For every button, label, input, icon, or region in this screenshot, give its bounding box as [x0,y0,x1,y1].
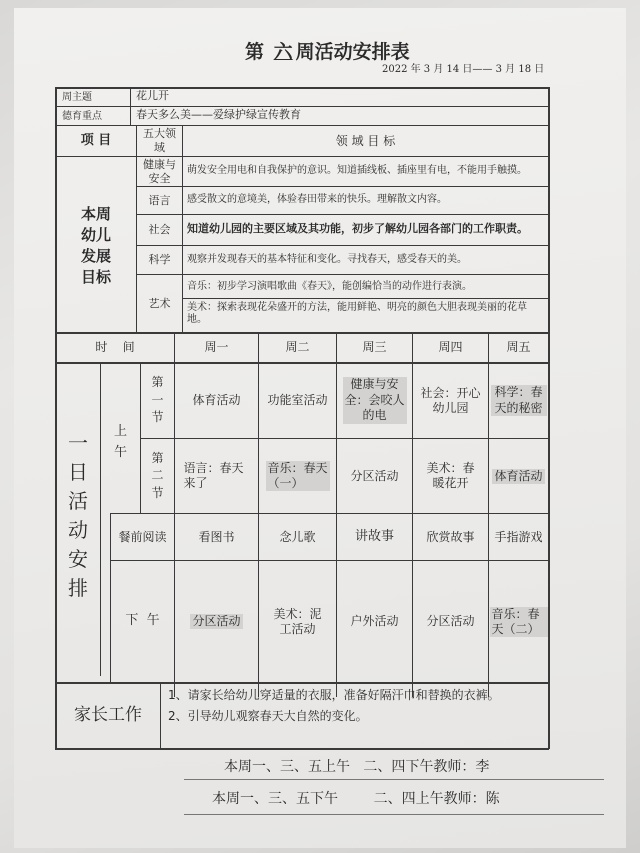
goals-label-1: 本周 [80,204,111,223]
session-2-tuesday-text: 音乐：春天（一） [267,461,328,490]
goal-domain-health: 健康与安全 [143,157,176,185]
session-2-label-c: 节 [151,485,164,500]
morning-label [101,413,140,473]
day-tuesday: 周二 [285,340,310,354]
premeal-monday: 看图书 [198,529,235,544]
afternoon-label: 下 午 [125,613,160,629]
title-prefix: 第 [245,41,265,63]
session-1-wednesday-text: 健康与安全：会咬人的电 [344,377,405,423]
premeal-friday: 手指游戏 [494,529,543,544]
premeal-label-text: 餐前阅读 [118,529,167,544]
goal-text-art-music: 音乐：初步学习演唱歌曲《春天》，能创编恰当的动作进行表演。 [187,281,472,292]
session-1-label [141,363,174,438]
goal-domain-art: 艺术 [148,296,171,310]
time-header-label: 时 间 [95,340,135,354]
teacher-line-2: 本周一、三、五下午 二、四上午教师：陈 [212,791,500,807]
parent-item-2: 2、引导幼儿观察春天大自然的变化。 [168,709,368,723]
daily-schedule-label [56,426,100,606]
day-label-5: 安 [68,547,88,571]
morning-label-1: 上 [113,424,127,440]
page-title [245,42,410,64]
goals-label-3: 发展 [80,246,111,265]
session-2-tuesday [259,439,336,513]
goal-text-social: 知道幼儿园的主要区域及其功能，初步了解幼儿园各部门的工作职责。 [187,222,528,235]
teacher-line-1: 本周一、三、五上午 二、四下午教师：李 [224,759,490,775]
header-item: 项 目 [80,132,112,148]
day-wednesday: 周三 [362,340,387,354]
session-1-monday: 体育活动 [192,393,241,407]
goal-text-art-fine: 美术：探索表现花朵盛开的方法，能用鲜艳、明亮的颜色大胆表现美丽的花草地。 [187,302,527,325]
session-2-friday-text: 体育活动 [494,468,543,483]
theme-value: 花儿开 [136,89,169,102]
session-2-monday-text: 语言：春天来了 [183,461,244,490]
session-2-friday [489,439,548,513]
session-1-wednesday [337,363,412,438]
afternoon-friday-text: 音乐：春天（二） [490,607,548,637]
afternoon-monday [175,561,258,682]
day-label-1: 一 [68,431,88,455]
premeal-tuesday: 念儿歌 [279,529,316,544]
theme-label: 周主题 [62,92,92,103]
afternoon-tuesday-text: 美术：泥工活动 [273,606,322,636]
afternoon-thursday: 分区活动 [426,614,475,628]
session-1-tuesday: 功能室活动 [267,393,328,407]
day-label-2: 日 [68,460,88,484]
moral-label: 德育重点 [62,111,102,122]
parent-item-1: 1、请家长给幼儿穿适量的衣服，准备好隔汗巾和替换的衣裤。 [168,688,500,702]
session-2-wednesday: 分区活动 [350,468,399,483]
header-domain: 五大领域 [143,127,176,154]
session-2-monday [175,439,258,513]
goals-label-4: 目标 [80,267,111,286]
goals-label-2: 幼儿 [80,225,111,244]
day-friday: 周五 [506,340,531,354]
morning-label-2: 午 [113,445,127,460]
session-2-label-b: 二 [151,468,164,483]
day-label-4: 动 [68,518,88,542]
session-1-friday-text: 科学：春天的秘密 [491,385,547,416]
session-1-label-c: 节 [151,410,164,425]
title-number: 六 [273,41,293,63]
goal-text-science: 观察并发现春天的基本特征和变化。寻找春天，感受春天的美。 [187,254,467,265]
date-range: 2022 年 3 月 14 日—— 3 月 18 日 [382,64,545,75]
premeal-label [111,514,174,560]
afternoon-monday-text: 分区活动 [192,614,241,628]
session-2-thursday-text: 美术：春暖花开 [426,461,475,490]
title-suffix: 周活动安排表 [295,41,410,63]
day-monday: 周一 [204,340,229,354]
goal-domain-social: 社会 [148,223,171,237]
session-2-thursday [413,439,488,513]
day-label-6: 排 [68,576,88,600]
goal-domain-science: 科学 [148,253,171,267]
session-2-label-a: 第 [151,450,164,465]
moral-value: 春天多么美——爱绿护绿宣传教育 [136,108,301,121]
paper-sheet [14,8,626,848]
premeal-thursday: 欣赏故事 [426,529,475,544]
afternoon-friday [489,561,548,682]
session-2-label [141,439,174,513]
session-1-label-b: 一 [151,392,164,407]
goals-row-label [56,157,136,332]
day-label-3: 活 [68,489,88,513]
session-1-thursday-text: 社会：开心幼儿园 [420,385,481,415]
premeal-wednesday: 讲故事 [354,528,394,544]
afternoon-tuesday [259,561,336,682]
afternoon-wednesday: 户外活动 [350,614,399,628]
goal-text-health: 萌发安全用电和自我保护的意识。知道插线板、插座里有电，不能用手触摸。 [187,165,527,176]
session-1-thursday [413,363,488,438]
parent-work-label: 家长工作 [74,704,142,725]
session-1-label-a: 第 [151,375,164,390]
day-thursday: 周四 [438,340,463,354]
goal-domain-language: 语言 [148,193,171,207]
goal-text-language: 感受散文的意境美，体验春田带来的快乐。理解散文内容。 [187,194,447,205]
session-1-friday [489,363,548,438]
header-goal: 领 域 目 标 [335,133,396,148]
